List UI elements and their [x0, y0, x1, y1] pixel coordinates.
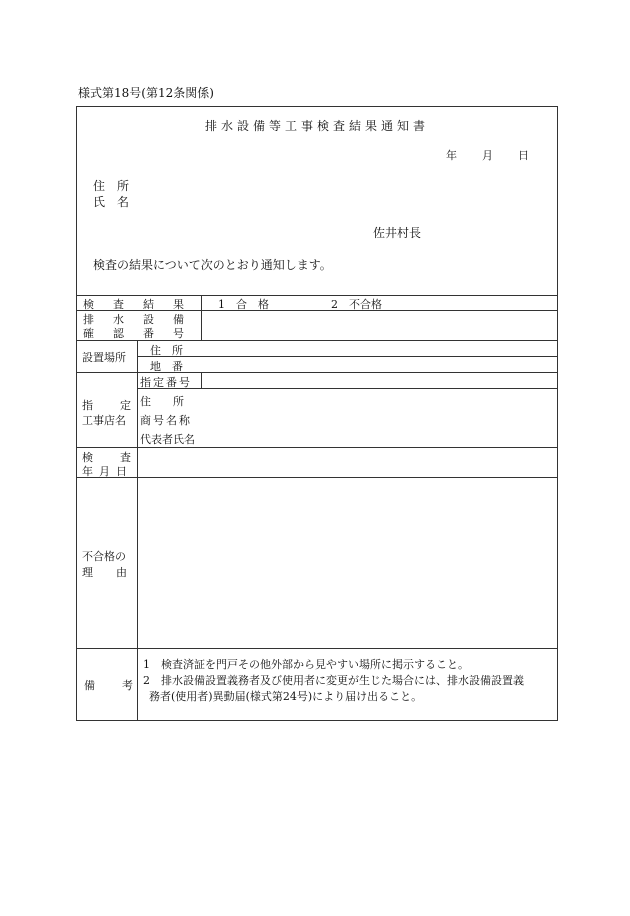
issuer: 佐井村長: [373, 226, 422, 240]
intro-text: 検査の結果について次のとおり通知します。: [93, 258, 332, 272]
row-line: [137, 356, 558, 357]
row-line: [76, 372, 558, 373]
date-day: 日: [518, 149, 529, 162]
note-2-line1: 2 排水設備設置義務者及び使用者に変更が生じた場合には、排水設備設置義: [143, 674, 524, 687]
result-label: [83, 296, 203, 312]
row-line: [137, 388, 558, 389]
addressee-name-label: 氏 名: [93, 195, 130, 209]
confirm-label-line1: 排水設備: [83, 313, 203, 326]
inspection-date-label-line1: 検 査: [82, 451, 139, 464]
contractor-label-line2: 工事店名: [82, 414, 126, 427]
row-line: [76, 648, 558, 649]
row-line: [76, 447, 558, 448]
location-lot-label: 地 番: [150, 360, 183, 373]
location-label: 設置場所: [82, 351, 126, 364]
contractor-representative-label: 代表者氏名: [140, 433, 195, 446]
column-line: [137, 340, 138, 648]
reason-label-line2: 理 由: [82, 566, 133, 579]
note-2-line2: 務者(使用者)異動届(様式第24号)により届け出ること。: [149, 690, 423, 703]
contractor-label-line1-text: 指 定: [82, 399, 139, 412]
notes-label: 備 考: [84, 679, 141, 692]
reason-label-line1: 不合格の: [82, 550, 126, 563]
date-month: 月: [482, 149, 493, 162]
result-option-pass: 1 合 格: [218, 298, 269, 311]
confirm-label-line2: 確認番号: [83, 327, 203, 340]
document-title: 排水設備等工事検査結果通知書: [204, 119, 429, 133]
contractor-label-line1: [82, 397, 139, 413]
contractor-trade-name-label: 商号名称: [140, 414, 192, 427]
form-number: 様式第18号(第12条関係): [78, 86, 214, 100]
row-line: [76, 477, 558, 478]
result-label-text: 検査結果: [83, 298, 203, 311]
addressee-address-label: 住 所: [93, 179, 130, 193]
note-1: 1 検査済証を門戸その他外部から見やすい場所に掲示すること。: [143, 658, 469, 671]
inspection-date-label-line2: 年月日: [82, 465, 133, 478]
date-year: 年: [446, 149, 457, 162]
result-option-fail: 2 不合格: [331, 298, 382, 311]
location-address-label: 住 所: [150, 344, 183, 357]
contractor-address-label: 住 所: [140, 395, 184, 408]
column-line: [201, 372, 202, 388]
contractor-number-label: 指定番号: [140, 376, 192, 389]
